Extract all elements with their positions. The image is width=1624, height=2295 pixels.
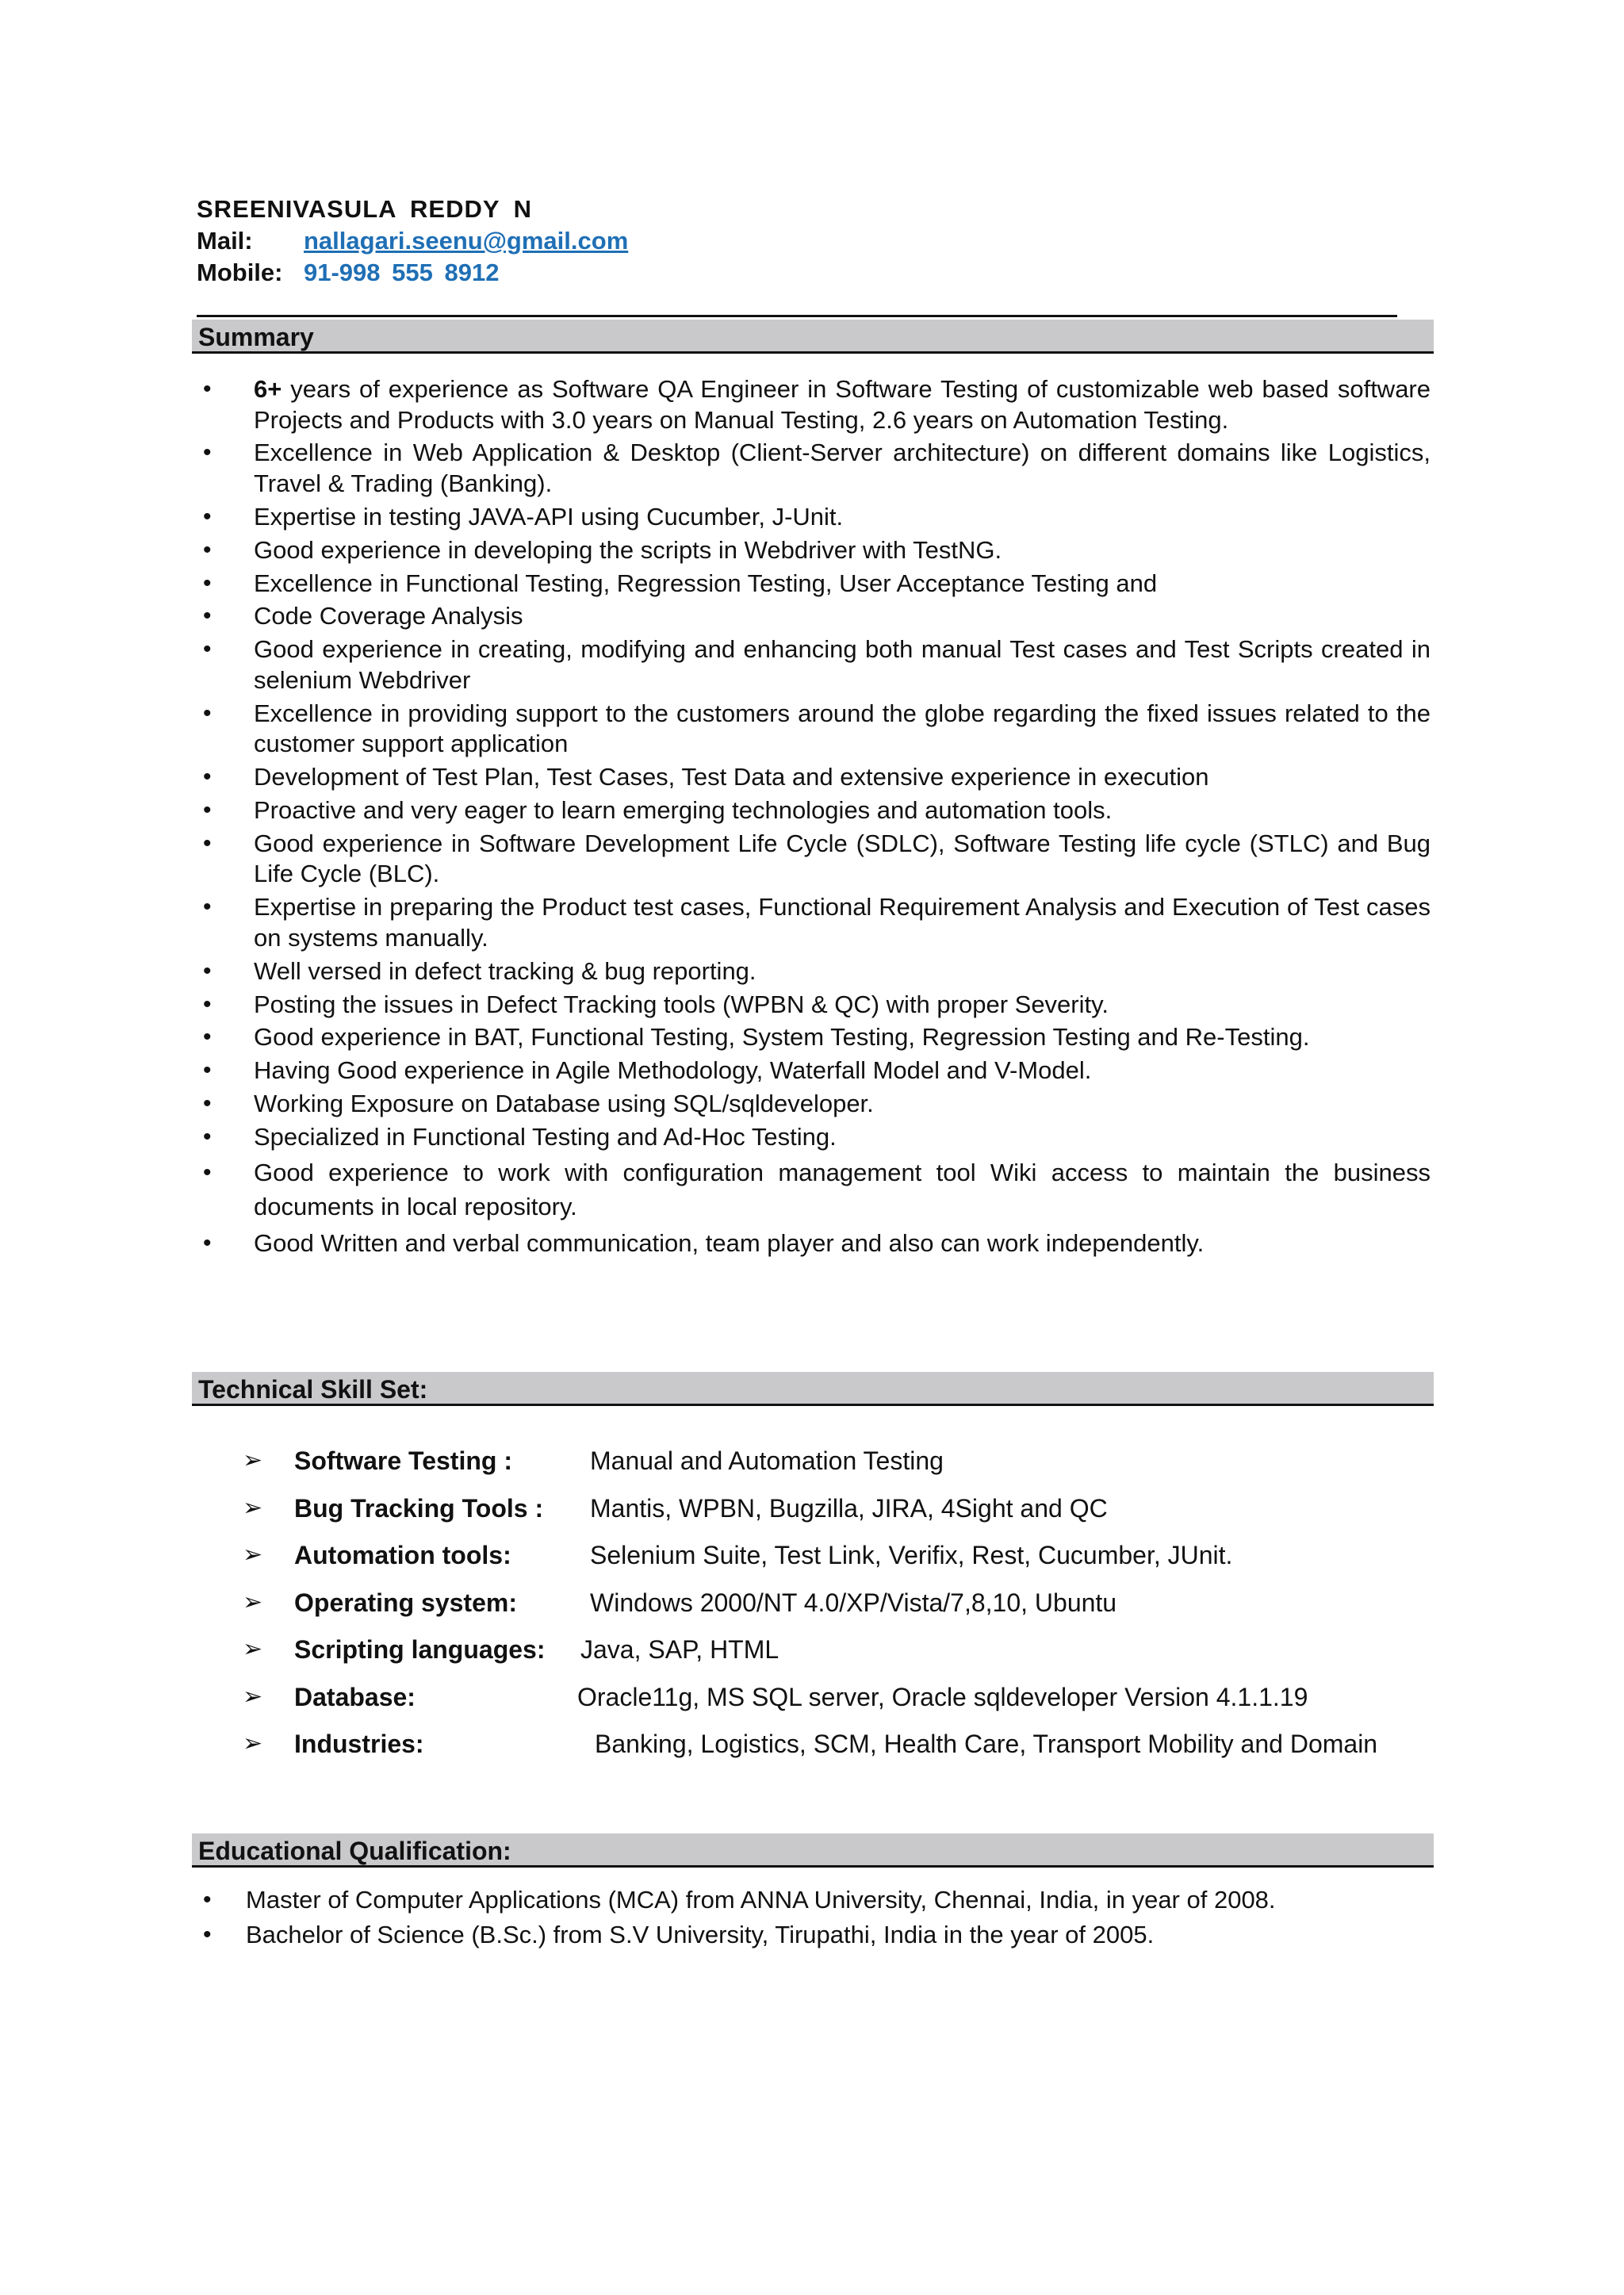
list-item: • Excellence in Functional Testing, Regression Testing, User Acceptance Testing and [197,569,1431,600]
list-item: • Expertise in testing JAVA-API using Cucumber, J-Unit. [197,502,1431,533]
list-item [197,374,1431,435]
list-item: • Posting the issues in Defect Tracking tools (WPBN & QC) with proper Severity. [197,990,1431,1021]
mail-label: Mail: [197,227,253,255]
mobile-row [197,257,628,289]
skill-value: Java, SAP, HTML [580,1635,779,1664]
list-item: • Expertise in preparing the Product test cases, Functional Requirement Analysis and Execution of Test cases on systems manually. [197,892,1431,953]
list-item: • Excellence in providing support to the customers around the globe regarding the fixed issues related to the customer support application [197,699,1431,760]
arrow-bullet-icon: ➢ [243,1447,263,1473]
summary-list [197,374,1431,1263]
mail-row [197,225,628,257]
skill-name: Scripting languages: [294,1635,546,1664]
experience-years: 6+ [254,375,282,403]
skill-value: Manual and Automation Testing [590,1446,944,1475]
skill-name: Database: [294,1682,416,1711]
skill-value: Oracle11g, MS SQL server, Oracle sqldeveloper Version 4.1.1.19 [577,1682,1308,1711]
technical-heading: Technical Skill Set: [198,1375,428,1404]
header-divider [197,315,1397,317]
skill-name: Software Testing : [294,1446,512,1475]
arrow-bullet-icon: ➢ [243,1683,263,1710]
list-item: • Bachelor of Science (B.Sc.) from S.V University, Tirupathi, India in the year of 2005. [197,1918,1276,1952]
list-item: • Good experience in developing the scripts in Webdriver with TestNG. [197,535,1431,566]
technical-section-bar [192,1372,1434,1406]
email-link[interactable]: nallagari.seenu@gmail.com [304,227,629,255]
list-item: • Proactive and very eager to learn emerging technologies and automation tools. [197,795,1431,826]
education-section-bar [192,1833,1434,1868]
candidate-name: SREENIVASULA REDDY N [197,195,532,223]
arrow-bullet-icon: ➢ [243,1636,263,1662]
list-item: • Good experience in creating, modifying and enhancing both manual Test cases and Test Scripts created in selenium Webdriver [197,634,1431,695]
list-item: • Having Good experience in Agile Methodology, Waterfall Model and V-Model. [197,1056,1431,1086]
skill-value: Selenium Suite, Test Link, Verifix, Rest, Cucumber, JUnit. [590,1541,1233,1569]
skill-name: Automation tools: [294,1541,511,1569]
contact-header [197,193,628,289]
list-item: • Specialized in Functional Testing and Ad-Hoc Testing. [197,1122,1431,1153]
summary-heading: Summary [198,323,314,351]
list-item: • Good Written and verbal communication, team player and also can work independently. [197,1226,1431,1260]
skill-name: Industries: [294,1730,424,1758]
skill-value: Windows 2000/NT 4.0/XP/Vista/7,8,10, Ubuntu [590,1588,1117,1617]
arrow-bullet-icon: ➢ [243,1494,263,1521]
skill-name: Bug Tracking Tools : [294,1493,544,1523]
education-heading: Educational Qualification: [198,1837,511,1865]
arrow-bullet-icon: ➢ [243,1730,263,1757]
list-item-text: years of experience as Software QA Engineer in Software Testing of customizable web based software Projects and Products with 3.0 years on Manual Testing, 2.6 years on Automation Testing. [254,375,1431,434]
mobile-label: Mobile: [197,259,283,286]
list-item: • Good experience in Software Development Life Cycle (SDLC), Software Testing life cycle (STLC) and Bug Life Cycle (BLC). [197,829,1431,890]
list-item: • Well versed in defect tracking & bug reporting. [197,956,1431,987]
list-item: • Master of Computer Applications (MCA) from ANNA University, Chennai, India, in year of 2008. [197,1883,1276,1918]
arrow-bullet-icon: ➢ [243,1542,263,1568]
skill-name: Operating system: [294,1588,517,1617]
education-list [197,1883,1276,1952]
list-item: • Good experience in BAT, Functional Testing, System Testing, Regression Testing and Re-Testing. [197,1022,1431,1053]
skill-value: Banking, Logistics, SCM, Health Care, Transport Mobility and Domain [595,1730,1378,1758]
mobile-number: 91-998 555 8912 [304,259,500,286]
list-item: • Development of Test Plan, Test Cases, Test Data and extensive experience in execution [197,762,1431,793]
skill-value: Mantis, WPBN, Bugzilla, JIRA, 4Sight and QC [590,1493,1108,1523]
arrow-bullet-icon: ➢ [243,1588,263,1615]
summary-section-bar [192,320,1434,354]
list-item: • Good experience to work with configuration management tool Wiki access to maintain the business documents in local repository. [197,1155,1431,1224]
list-item: • Excellence in Web Application & Desktop (Client-Server architecture) on different domains like Logistics, Travel & Trading (Banking). [197,438,1431,499]
list-item: • Working Exposure on Database using SQL/sqldeveloper. [197,1089,1431,1120]
list-item: • Code Coverage Analysis [197,601,1431,632]
